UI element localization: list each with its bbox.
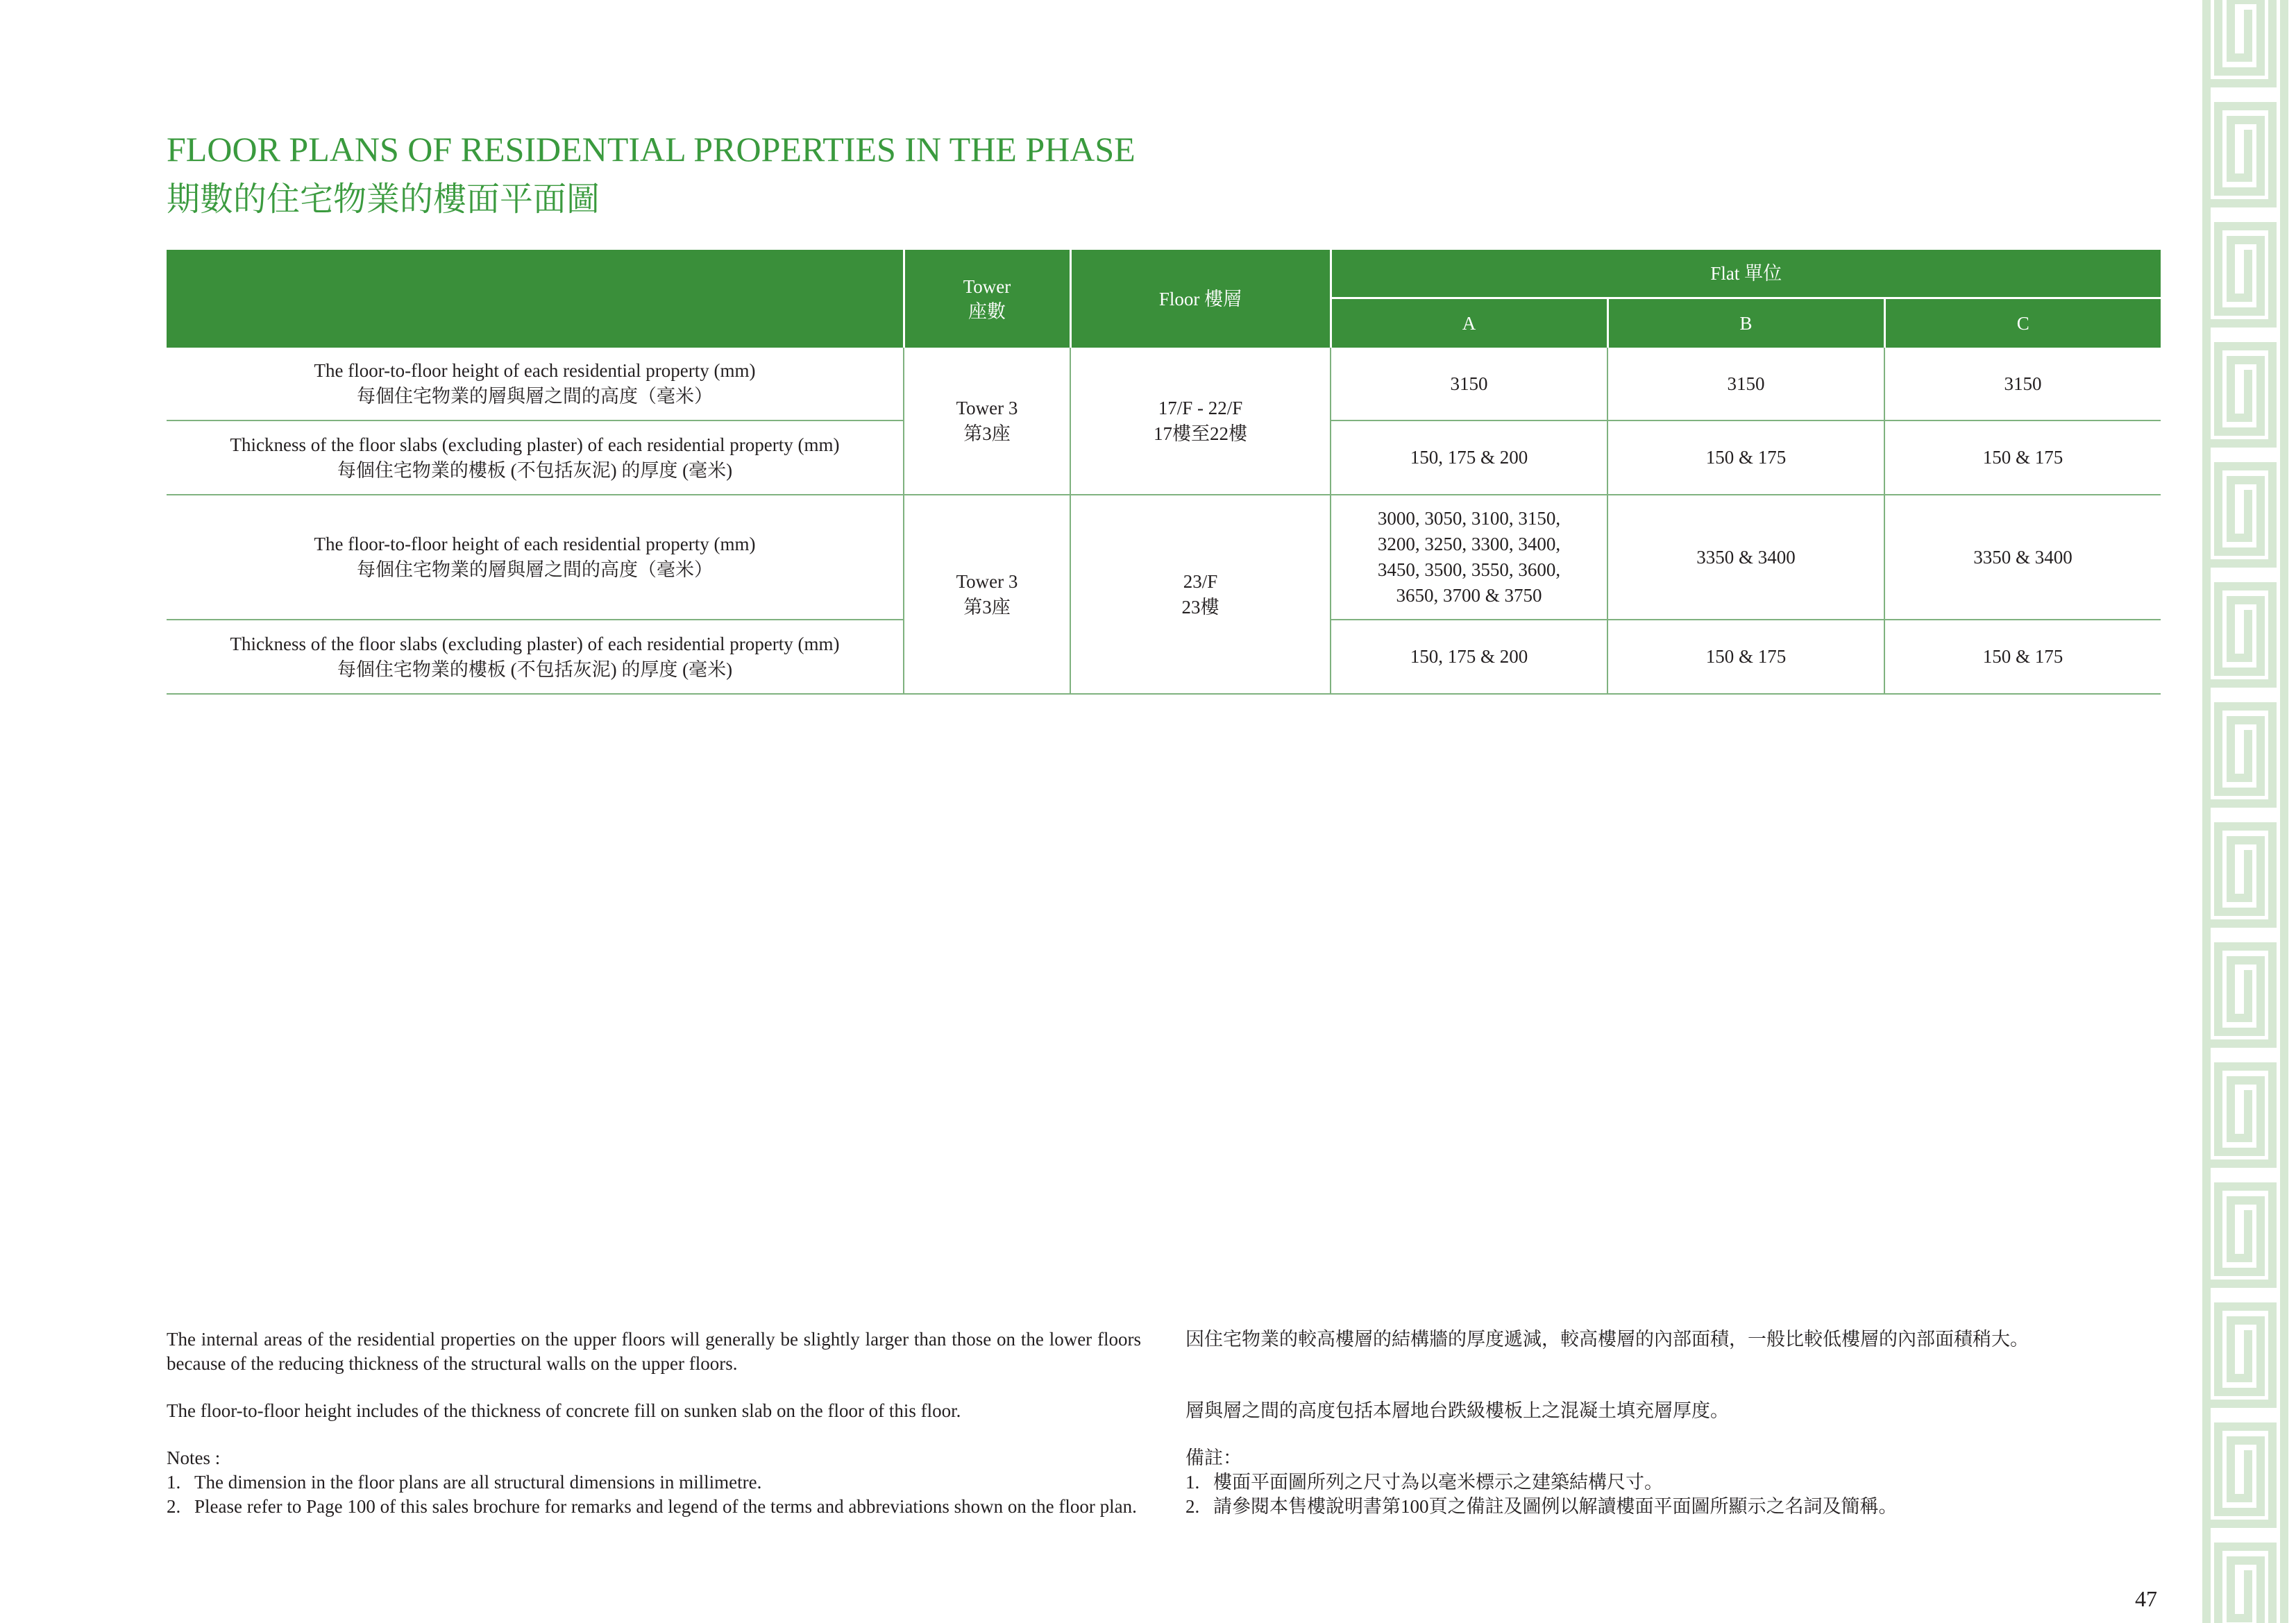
- flat-c-height: 3150: [1884, 348, 2161, 420]
- header-flat-b: B: [1607, 298, 1884, 348]
- flat-b-slab: 150 & 175: [1607, 420, 1884, 495]
- row-label-height: The floor-to-floor height of each residential property (mm) 每個住宅物業的層與層之間的高度（毫米）: [167, 348, 904, 420]
- header-flat-a: A: [1331, 298, 1607, 348]
- notes-english: [167, 1327, 1141, 1519]
- flat-a-slab: 150, 175 & 200: [1331, 420, 1607, 495]
- flat-a-slab: 150, 175 & 200: [1331, 620, 1607, 694]
- row-label-height: The floor-to-floor height of each residential property (mm) 每個住宅物業的層與層之間的高度（毫米）: [167, 495, 904, 620]
- header-flat: Flat 單位: [1331, 250, 2161, 298]
- note-paragraph: The floor-to-floor height includes of the thickness of concrete fill on sunken slab on the floor of this floor.: [167, 1400, 961, 1421]
- flat-a-height: 3150: [1331, 348, 1607, 420]
- header-blank: [167, 250, 904, 348]
- page-title-zh: 期數的住宅物業的樓面平面圖: [167, 181, 600, 218]
- row-label-slab: Thickness of the floor slabs (excluding plaster) of each residential property (mm) 每個住宅物業的樓板 (不包括灰泥) 的厚度 (毫米): [167, 420, 904, 495]
- notes-heading: Notes :: [167, 1447, 221, 1468]
- header-tower: Tower 座數: [904, 250, 1070, 348]
- floor-height-table: [167, 250, 2161, 695]
- floor-cell: 17/F - 22/F 17樓至22樓: [1070, 348, 1331, 495]
- flat-b-slab: 150 & 175: [1607, 620, 1884, 694]
- page-number: 47: [2135, 1586, 2157, 1611]
- flat-c-slab: 150 & 175: [1884, 420, 2161, 495]
- table-row: [167, 495, 2161, 620]
- flat-b-height: 3150: [1607, 348, 1884, 420]
- flat-c-slab: 150 & 175: [1884, 620, 2161, 694]
- notes-heading: 備註：: [1185, 1447, 1242, 1468]
- note-paragraph: 因住宅物業的較高樓層的結構牆的厚度遞減，較高樓層的內部面積，一般比較低樓層的內部面積稍大。: [1185, 1329, 2029, 1350]
- flat-c-height: 3350 & 3400: [1884, 495, 2161, 620]
- note-item: 1. 樓面平面圖所列之尺寸為以毫米標示之建築結構尺寸。: [1185, 1472, 1663, 1493]
- header-floor: Floor 樓層: [1070, 250, 1331, 348]
- floor-cell: 23/F 23樓: [1070, 495, 1331, 694]
- flat-a-height: 3000, 3050, 3100, 3150, 3200, 3250, 3300, 3400, 3450, 3500, 3550, 3600, 3650, 3700 & 3750: [1331, 495, 1607, 620]
- row-label-slab: Thickness of the floor slabs (excluding plaster) of each residential property (mm) 每個住宅物業的樓板 (不包括灰泥) 的厚度 (毫米): [167, 620, 904, 694]
- flat-b-height: 3350 & 3400: [1607, 495, 1884, 620]
- note-item: 1. The dimension in the floor plans are all structural dimensions in millimetre.: [167, 1472, 762, 1493]
- header-flat-c: C: [1884, 298, 2161, 348]
- note-item: 2. 請參閱本售樓說明書第100頁之備註及圖例以解讀樓面平面圖所顯示之名詞及簡稱。: [1185, 1496, 1898, 1517]
- note-paragraph: The internal areas of the residential properties on the upper floors will generally be slightly larger than those on the lower floors because of the reducing thickness of the structural walls on the upper floors.: [167, 1329, 1141, 1374]
- notes-chinese: [1185, 1327, 2157, 1519]
- page-title-en: FLOOR PLANS OF RESIDENTIAL PROPERTIES IN THE PHASE: [167, 130, 1136, 169]
- greek-key-border: [2195, 0, 2296, 1623]
- tower-cell: Tower 3 第3座: [904, 495, 1070, 694]
- note-paragraph: 層與層之間的高度包括本層地台跌級樓板上之混凝土填充層厚度。: [1185, 1400, 1729, 1421]
- note-item: 2. Please refer to Page 100 of this sales brochure for remarks and legend of the terms and abbreviations shown on the floor plan.: [167, 1496, 1137, 1517]
- table-header-row: [167, 250, 2161, 298]
- table-row: [167, 348, 2161, 420]
- tower-cell: Tower 3 第3座: [904, 348, 1070, 495]
